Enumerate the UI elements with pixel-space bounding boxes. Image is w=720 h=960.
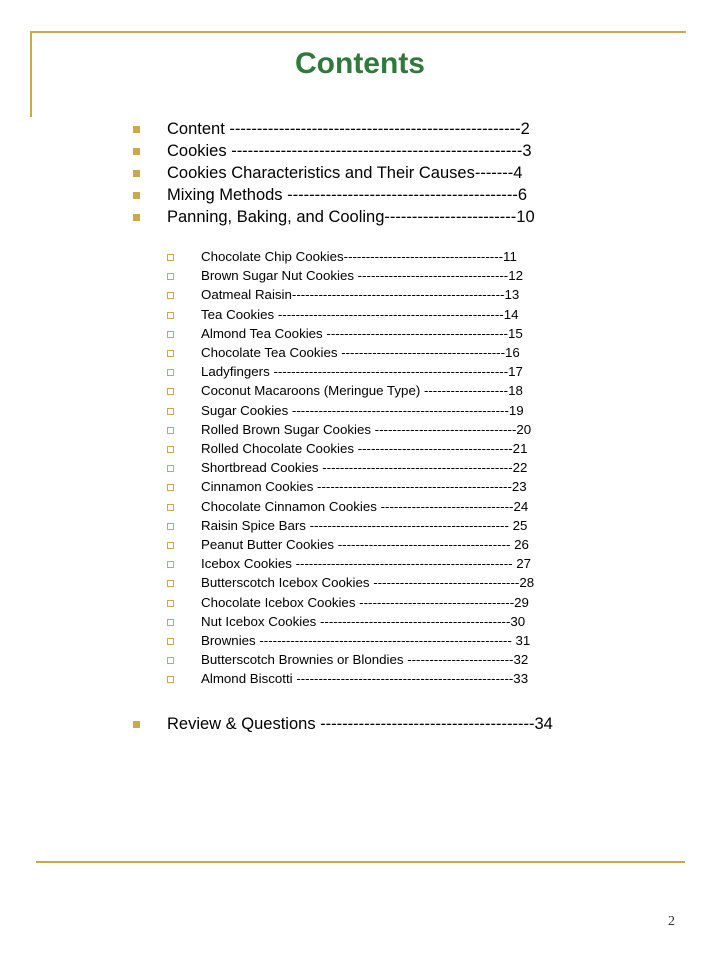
recipe-item [167,266,534,285]
square-bullet-icon [133,721,140,728]
recipe-item [167,477,534,496]
recipe-item [167,554,534,573]
page-title: Contents [295,47,425,80]
recipe-item-label: Shortbread Cookies -------------------------------------------22 [201,460,528,476]
recipe-item [167,401,534,420]
hollow-square-bullet-icon [167,542,174,549]
recipe-item-label: Chocolate Icebox Cookies -----------------------------------29 [201,594,529,610]
recipe-item [167,458,534,477]
recipe-item-label: Brown Sugar Nut Cookies ----------------------------------12 [201,268,524,284]
recipe-item-label: Oatmeal Raisin------------------------------------------------13 [201,287,520,303]
recipe-item [167,343,534,362]
hollow-square-bullet-icon [167,600,174,607]
main-contents-list [133,118,535,228]
top-accent-rule [30,31,686,33]
recipe-item-label: Rolled Brown Sugar Cookies --------------------------------20 [201,421,532,437]
recipe-item [167,439,534,458]
recipe-item [167,573,534,592]
hollow-square-bullet-icon [167,465,174,472]
hollow-square-bullet-icon [167,676,174,683]
recipe-item [167,285,534,304]
hollow-square-bullet-icon [167,331,174,338]
recipe-item [167,420,534,439]
hollow-square-bullet-icon [167,312,174,319]
recipe-item-label: Icebox Cookies ------------------------------------------------- 27 [201,556,532,572]
recipe-item-label: Almond Tea Cookies -----------------------------------------15 [201,325,523,341]
recipe-item-label: Butterscotch Icebox Cookies ---------------------------------28 [201,575,535,591]
contents-item-cookies [133,140,535,162]
recipe-item-label: Coconut Macaroons (Meringue Type) -------------------18 [201,383,523,399]
hollow-square-bullet-icon [167,638,174,645]
recipe-item [167,516,534,535]
recipe-item [167,593,534,612]
contents-item-label: Cookies Characteristics and Their Causes-------4 [167,164,523,182]
recipe-item-label: Rolled Chocolate Cookies -----------------------------------21 [201,441,528,457]
contents-item-characteristics [133,162,535,184]
hollow-square-bullet-icon [167,657,174,664]
hollow-square-bullet-icon [167,254,174,261]
contents-item-label: Cookies -----------------------------------------------------3 [167,142,532,160]
hollow-square-bullet-icon [167,504,174,511]
square-bullet-icon [133,148,140,155]
hollow-square-bullet-icon [167,446,174,453]
contents-item-label: Mixing Methods ------------------------------------------6 [167,186,528,204]
recipe-item-label: Raisin Spice Bars --------------------------------------------- 25 [201,517,528,533]
contents-item-review [133,713,553,735]
hollow-square-bullet-icon [167,561,174,568]
square-bullet-icon [133,126,140,133]
hollow-square-bullet-icon [167,388,174,395]
recipe-item-label: Chocolate Cinnamon Cookies ------------------------------24 [201,498,529,514]
hollow-square-bullet-icon [167,619,174,626]
recipe-item [167,650,534,669]
recipe-item-label: Brownies --------------------------------------------------------- 31 [201,633,531,649]
hollow-square-bullet-icon [167,580,174,587]
recipe-item [167,669,534,688]
square-bullet-icon [133,170,140,177]
recipe-item [167,324,534,343]
hollow-square-bullet-icon [167,273,174,280]
contents-item-label: Content -----------------------------------------------------2 [167,120,530,138]
hollow-square-bullet-icon [167,369,174,376]
page-number: 2 [668,914,675,929]
recipe-contents-list [167,247,534,689]
recipe-item-label: Nut Icebox Cookies -------------------------------------------30 [201,613,526,629]
review-contents-list [133,713,553,735]
recipe-item-label: Cinnamon Cookies --------------------------------------------23 [201,479,527,495]
contents-item-label: Review & Questions ---------------------------------------34 [167,715,553,733]
square-bullet-icon [133,192,140,199]
hollow-square-bullet-icon [167,484,174,491]
recipe-item [167,612,534,631]
recipe-item [167,381,534,400]
recipe-item [167,497,534,516]
hollow-square-bullet-icon [167,427,174,434]
hollow-square-bullet-icon [167,292,174,299]
recipe-item [167,305,534,324]
recipe-item-label: Sugar Cookies -------------------------------------------------19 [201,402,524,418]
hollow-square-bullet-icon [167,523,174,530]
hollow-square-bullet-icon [167,350,174,357]
recipe-item-label: Chocolate Tea Cookies -------------------------------------16 [201,345,520,361]
recipe-item-label: Almond Biscotti -------------------------------------------------33 [201,671,529,687]
recipe-item [167,247,534,266]
contents-item-content [133,118,535,140]
square-bullet-icon [133,214,140,221]
bottom-accent-rule [36,861,685,863]
recipe-item-label: Butterscotch Brownies or Blondies ------------------------32 [201,652,529,668]
contents-item-label: Panning, Baking, and Cooling------------------------10 [167,208,535,226]
recipe-item-label: Chocolate Chip Cookies------------------------------------11 [201,249,517,264]
contents-item-mixing-methods [133,184,535,206]
contents-item-panning-baking [133,206,535,228]
recipe-item-label: Ladyfingers -----------------------------------------------------17 [201,364,523,380]
recipe-item-label: Tea Cookies ---------------------------------------------------14 [201,306,519,322]
recipe-item-label: Peanut Butter Cookies --------------------------------------- 26 [201,537,529,553]
hollow-square-bullet-icon [167,408,174,415]
recipe-item [167,362,534,381]
recipe-item [167,631,534,650]
recipe-item [167,535,534,554]
